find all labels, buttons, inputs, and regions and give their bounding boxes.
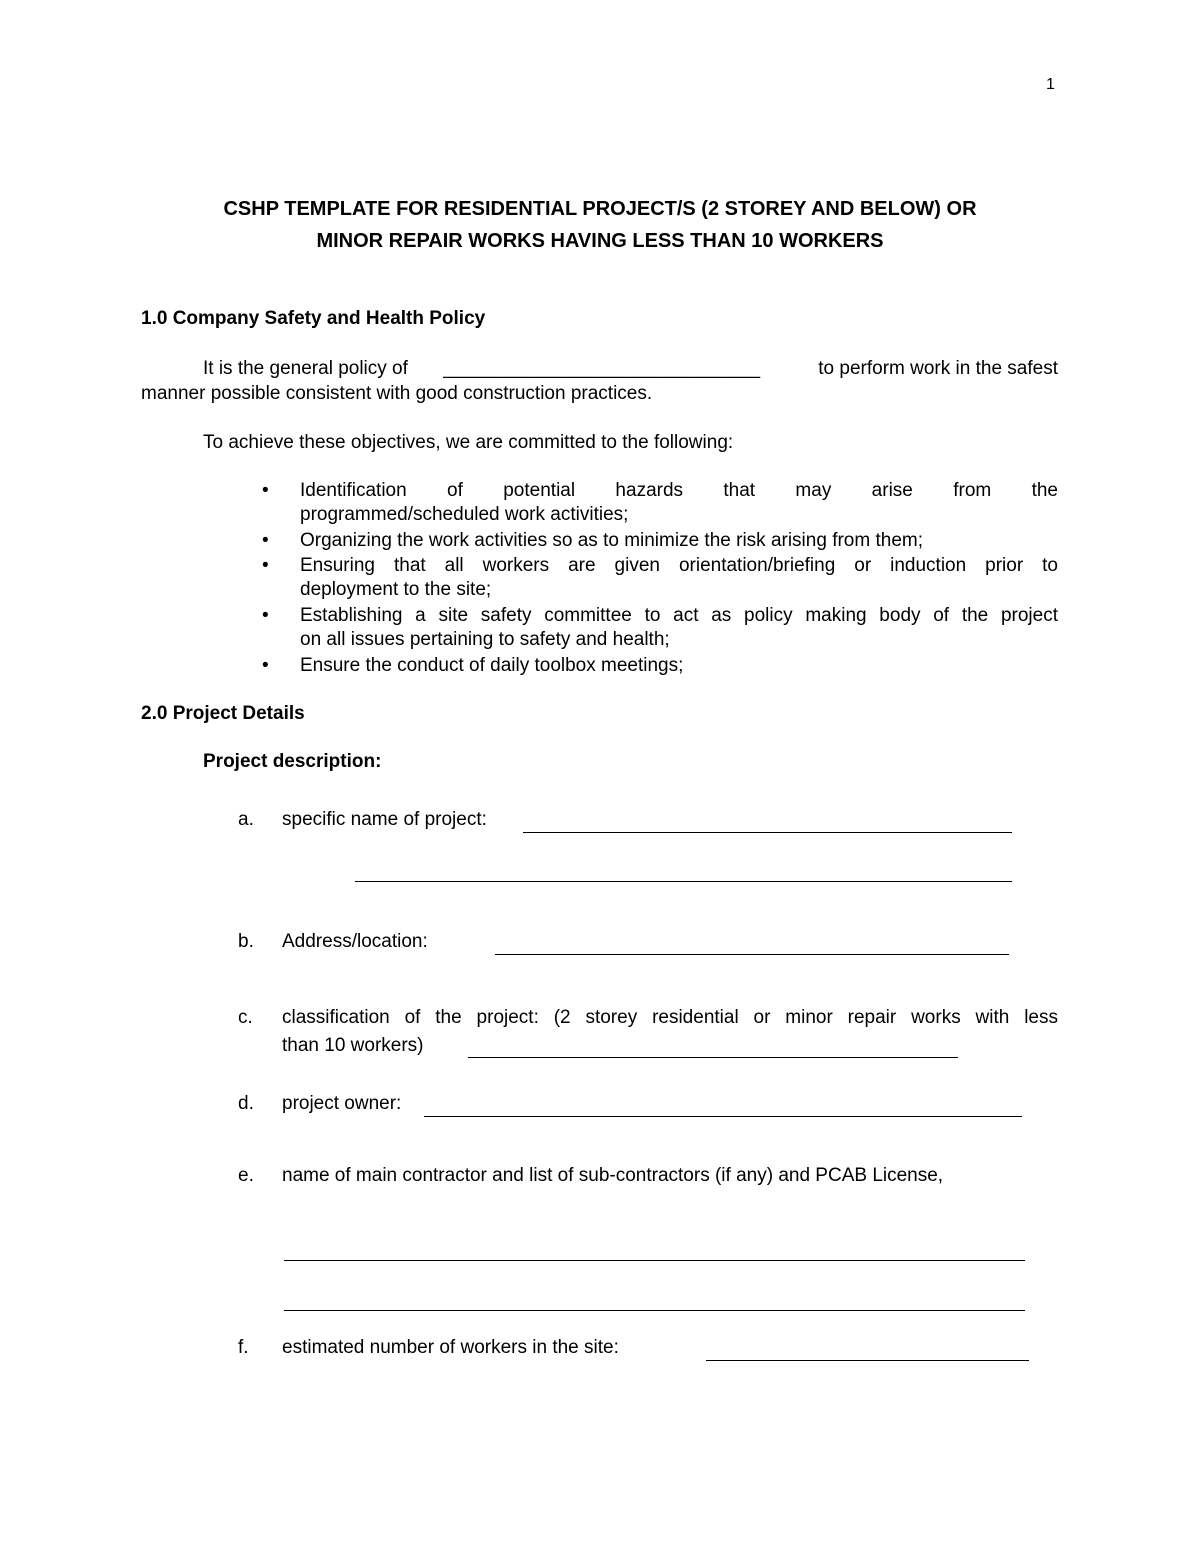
item-d-letter: d. [238, 1093, 254, 1114]
title-line-1: CSHP TEMPLATE FOR RESIDENTIAL PROJECT/S (2 STOREY AND BELOW) OR [223, 198, 977, 220]
list-item [262, 654, 1058, 679]
title-line-2: MINOR REPAIR WORKS HAVING LESS THAN 10 WORKERS [316, 230, 884, 252]
bullet-2-line-1: • Organizing the work activities so as to minimize the risk arising from them; [300, 530, 923, 551]
item-f-label: estimated number of workers in the site: [282, 1337, 619, 1358]
item-a-label: specific name of project: [282, 809, 487, 830]
item-e-letter: e. [238, 1165, 254, 1186]
policy-prefix: It is the general policy of [203, 358, 408, 379]
item-c-letter: c. [238, 1007, 253, 1028]
bullet-1-line-1: • Identification of potential hazards that may arise from the [300, 480, 1058, 501]
item-b-label: Address/location: [282, 931, 428, 952]
worker-count-field[interactable] [706, 1360, 1029, 1361]
commitment-list [262, 479, 1058, 679]
project-name-field-line-2[interactable] [355, 881, 1012, 882]
bullet-4-line-2: on all issues pertaining to safety and health; [300, 629, 670, 650]
page-number: 1 [1046, 76, 1055, 93]
bullet-3-line-1: • Ensuring that all workers are given orientation/briefing or induction prior to [300, 555, 1058, 576]
list-item [262, 604, 1058, 654]
list-item [262, 554, 1058, 604]
bullet-3-line-2: deployment to the site; [300, 579, 492, 600]
contractors-field-line-1[interactable] [284, 1260, 1025, 1261]
item-b-letter: b. [238, 931, 254, 952]
section-2-heading: 2.0 Project Details [141, 703, 305, 724]
item-e-label: name of main contractor and list of sub-contractors (if any) and PCAB License, [282, 1165, 944, 1186]
objectives-intro: To achieve these objectives, we are committed to the following: [203, 432, 734, 453]
list-item [262, 479, 1058, 529]
list-item [262, 529, 1058, 554]
document-title [140, 193, 1060, 257]
bullet-5-line-1: • Ensure the conduct of daily toolbox meetings; [300, 655, 684, 676]
address-field[interactable] [495, 954, 1009, 955]
contractors-field-line-2[interactable] [284, 1310, 1025, 1311]
policy-line-2: manner possible consistent with good construction practices. [141, 383, 653, 404]
project-description-subheading: Project description: [203, 751, 382, 772]
item-c-line-1: classification of the project: (2 storey residential or minor repair works with less [282, 1007, 1058, 1028]
bullet-1-line-2: programmed/scheduled work activities; [300, 504, 629, 525]
item-f-letter: f. [238, 1337, 249, 1358]
item-d-label: project owner: [282, 1093, 402, 1114]
company-name-blank: ______________________________ [443, 358, 761, 379]
item-c-line-2: than 10 workers) [282, 1035, 424, 1056]
section-1-heading: 1.0 Company Safety and Health Policy [141, 308, 486, 329]
policy-line-1 [141, 356, 1058, 381]
project-name-field[interactable] [523, 832, 1012, 833]
item-a-letter: a. [238, 809, 254, 830]
bullet-4-line-1: • Establishing a site safety committee to act as policy making body of the project [300, 605, 1058, 626]
policy-suffix: to perform work in the safest [818, 358, 1058, 379]
project-owner-field[interactable] [424, 1116, 1022, 1117]
classification-field[interactable] [468, 1057, 958, 1058]
policy-paragraph [141, 356, 1058, 406]
